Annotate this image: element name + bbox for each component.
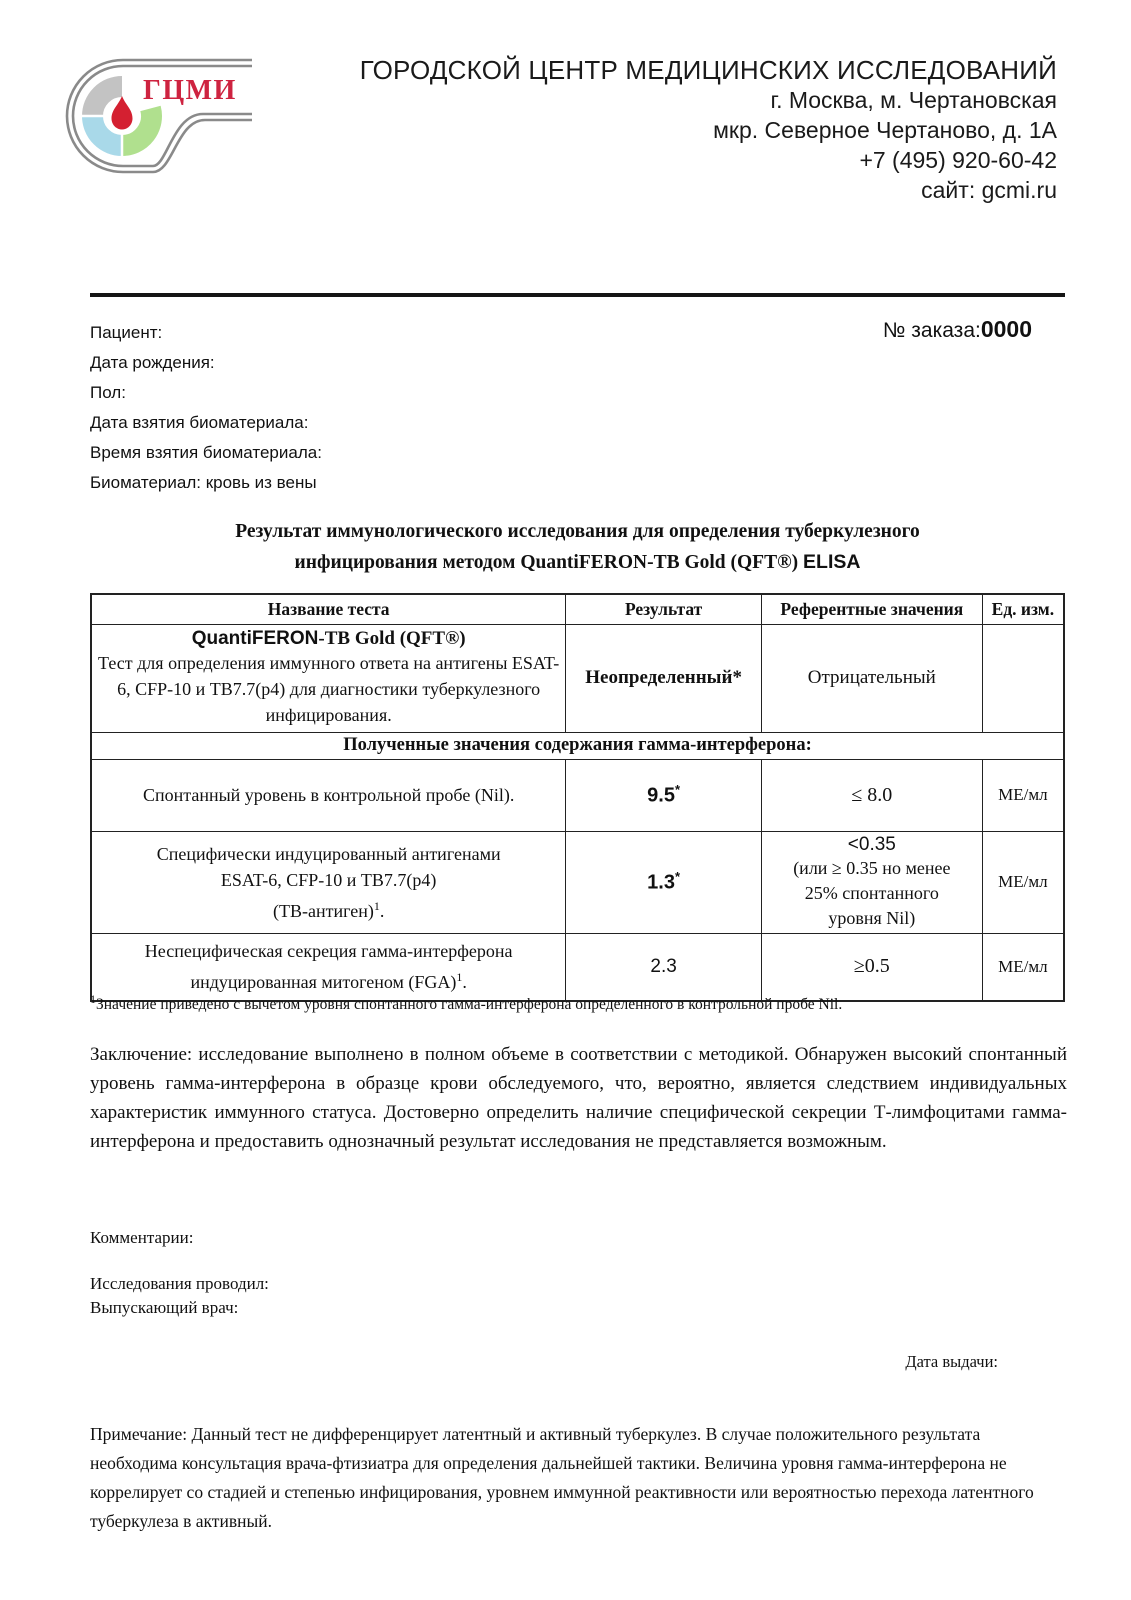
patient-field-sex: Пол: (90, 383, 126, 402)
col-header-reference: Референтные значения (761, 594, 982, 624)
cell-test-name: Спонтанный уровень в контрольной пробе (Nil). (91, 759, 566, 831)
report-title-line2: инфицирования методом QuantiFERON-TB Gold (QFT®) ELISA (294, 551, 861, 573)
org-header (297, 55, 1057, 205)
clinic-logo (63, 50, 255, 188)
releasing-doctor-label: Выпускающий врач: (90, 1298, 239, 1317)
header-divider (90, 293, 1065, 297)
cell-result: Неопределенный* (566, 624, 762, 732)
performed-by-label: Исследования проводил: (90, 1274, 269, 1293)
test-name-description: Тест для определения иммунного ответа на антигены ESAT-6, CFP-10 и TB7.7(p4) для диагностики туберкулезного инфицирования. (98, 653, 560, 725)
results-table (90, 593, 1065, 1002)
table-header-row (91, 594, 1064, 624)
cell-test-name (91, 624, 566, 732)
elisa-label: ELISA (803, 551, 861, 573)
order-number-label: № заказа: (882, 319, 981, 342)
cell-result: 9.5* (566, 759, 762, 831)
conclusion-label: Заключение: (90, 1044, 193, 1065)
tb-antigen-line: (TB-антиген)$^1$. (272, 898, 385, 921)
cell-reference: ≥0.5 (761, 933, 982, 1001)
table-section-row (91, 732, 1064, 759)
cell-reference: Отрицательный (761, 624, 982, 732)
cell-test-name: Специфически индуцированный антигенами ESAT-6, CFP-10 и TB7.7(p4) (TB-антиген)$^1$. (91, 831, 566, 933)
order-number-value: 0000 (980, 316, 1032, 342)
fga-line: индуцированная митогеном (FGA)$^1$. (190, 970, 467, 993)
cell-units (982, 624, 1064, 732)
comments-label: Комментарии: (90, 1228, 194, 1247)
patient-field-sample-time: Время взятия биоматериала: (90, 443, 322, 462)
org-address-line2: мкр. Северное Чертаново, д. 1А (713, 117, 1057, 143)
cell-result: 2.3 (566, 933, 762, 1001)
note-label: Примечание: (90, 1424, 188, 1444)
report-title (90, 516, 1065, 578)
org-address-line1: г. Москва, м. Чертановская (770, 87, 1057, 113)
table-row-quantiferon (91, 624, 1064, 732)
patient-field-sample-date: Дата взятия биоматериала: (90, 413, 309, 432)
cell-test-name: Неспецифическая секреция гамма-интерферона индуцированная митогеном (FGA)$^1$. (91, 933, 566, 1001)
patient-field-birthdate: Дата рождения: (90, 353, 215, 372)
table-row-nil (91, 759, 1064, 831)
org-phone: +7 (495) 920-60-42 (859, 147, 1057, 173)
order-number (883, 314, 1032, 346)
patient-field-biomaterial: Биоматериал: кровь из вены (90, 473, 317, 492)
signature-block (90, 1272, 269, 1320)
table-row-tb-antigen (91, 831, 1064, 933)
note-paragraph: Примечание: Данный тест не дифференцирует латентный и активный туберкулез. В случае положительного результата необходима консультация врача-фтизиатра для определения дальнейшей тактики. Величина уровня гамма-интерферона не коррелирует со стадией и степенью инфицирования, уровнем иммунной реактивности или вероятностью перехода латентного туберкулеза в активный. (90, 1424, 1034, 1531)
col-header-result: Результат (566, 594, 762, 624)
cell-result: 1.3* (566, 831, 762, 933)
org-site: сайт: gcmi.ru (921, 177, 1057, 203)
cell-units: МЕ/мл (982, 831, 1064, 933)
org-name: ГОРОДСКОЙ ЦЕНТР МЕДИЦИНСКИХ ИССЛЕДОВАНИЙ (359, 55, 1057, 85)
report-title-line1: Результат иммунологического исследования для определения туберкулезного (235, 521, 920, 542)
section-header: Полученные значения содержания гамма-интерферона: (91, 732, 1064, 759)
cell-units: МЕ/мл (982, 933, 1064, 1001)
patient-field-name: Пациент: (90, 323, 163, 342)
conclusion-paragraph: Заключение: исследование выполнено в полном объеме в соответствии с методикой. Обнаружен высокий спонтанный уровень гамма-интерферона в образце крови обследуемого, что, вероятно, является следствием индивидуальных характеристик иммунного статуса. Достоверно определить наличие специфической секреции Т-лимфоцитами гамма-интерферона и предоставить однозначный результат исследования не представляется возможным. (90, 1044, 1067, 1152)
issue-date-label: Дата выдачи: (905, 1352, 998, 1371)
blood-drop-icon (112, 96, 133, 130)
cell-reference: ≤ 8.0 (761, 759, 982, 831)
cell-units: МЕ/мл (982, 759, 1064, 831)
col-header-units: Ед. изм. (982, 594, 1064, 624)
logo-text: ГЦМИ (143, 75, 237, 106)
test-name-title: QuantiFERON-TB Gold (QFT®) (191, 628, 466, 649)
table-row-mitogen (91, 933, 1064, 1001)
patient-info (90, 318, 322, 498)
table-footnote: $^1$Значение приведено с вычетом уровня спонтанного гамма-интерферона определенного в контрольной пробе Nil. (90, 992, 843, 1014)
col-header-test-name: Название теста (91, 594, 566, 624)
cell-reference: <0.35 (или ≥ 0.35 но менее 25% спонтанного уровня Nil) (761, 831, 982, 933)
